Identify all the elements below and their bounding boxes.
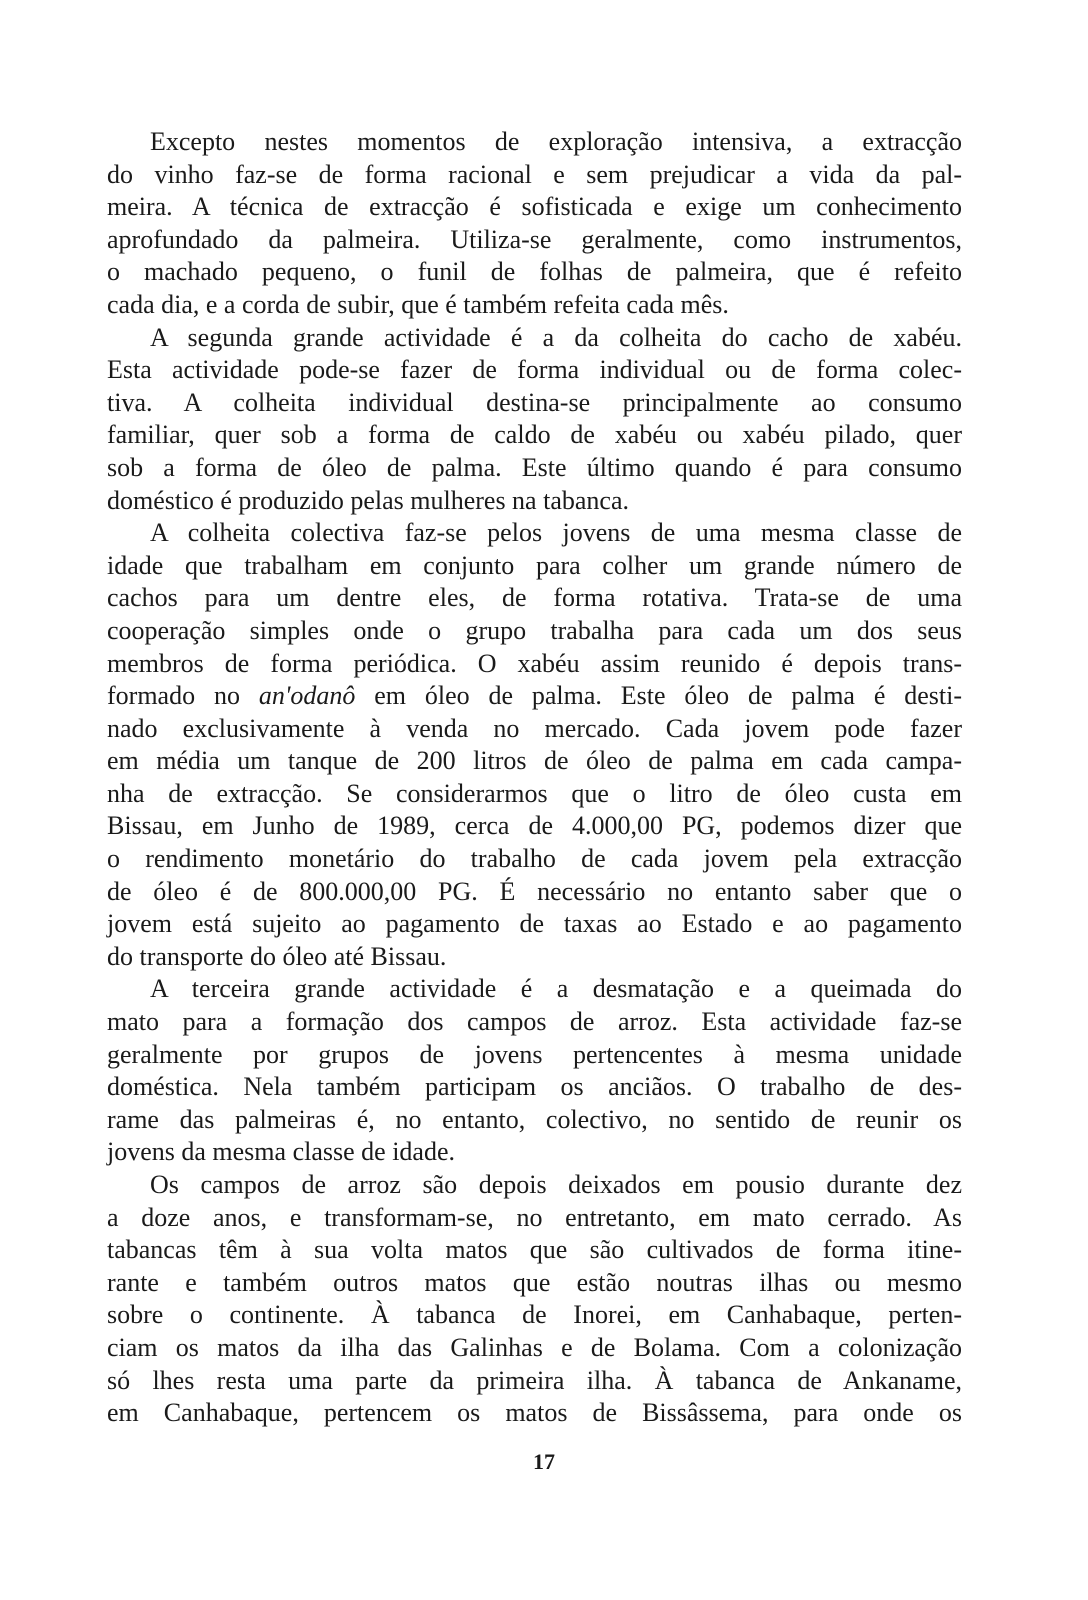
text-line: A segunda grande actividade é a da colheita do cacho de xabéu. [150,322,962,352]
text-line: geralmente por grupos de jovens pertencentes à mesma unidade [107,1039,962,1069]
text-line: tiva. A colheita individual destina-se principalmente ao consumo [107,387,962,417]
text-line: mato para a formação dos campos de arroz. Esta actividade faz-se [107,1007,962,1037]
text-line: doméstico é produzido pelas mulheres na tabanca. [107,485,629,515]
paragraph-3 [107,517,962,973]
text-line: meira. A técnica de extracção é sofisticada e exige um conhecimento [107,192,962,222]
text-line: cooperação simples onde o grupo trabalha para cada um dos seus [107,615,962,645]
text-line: sob a forma de óleo de palma. Este último quando é para consumo [107,452,962,482]
text-line: jovem está sujeito ao pagamento de taxas ao Estado e ao pagamento [107,909,962,939]
text-line: idade que trabalham em conjunto para colher um grande número de [107,550,962,580]
text-line: ciam os matos da ilha das Galinhas e de Bolama. Com a colonização [107,1332,962,1362]
text-line: o rendimento monetário do trabalho de cada jovem pela extracção [107,844,962,874]
text-line: Esta actividade pode-se fazer de forma individual ou de forma colec- [107,355,962,385]
text-line: familiar, quer sob a forma de caldo de xabéu ou xabéu pilado, quer [107,420,962,450]
text-line: de óleo é de 800.000,00 PG. É necessário no entanto saber que o [107,876,962,906]
text-line: sobre o continente. À tabanca de Inorei, em Canhabaque, perten- [107,1300,962,1330]
text-line: jovens da mesma classe de idade. [107,1137,455,1167]
text-line: do vinho faz-se de forma racional e sem prejudicar a vida da pal- [107,159,962,189]
text-line: nado exclusivamente à venda no mercado. Cada jovem pode fazer [107,713,962,743]
text-line: Excepto nestes momentos de exploração intensiva, a extracção [150,127,962,156]
text-line: do transporte do óleo até Bissau. [107,941,447,971]
paragraph-1 [107,126,962,322]
page-number: 17 [533,1449,555,1474]
text-line: aprofundado da palmeira. Utiliza-se geralmente, como instrumentos, [107,224,962,254]
text-line: em Canhabaque, pertencem os matos de Bissâssema, para onde os [107,1398,962,1428]
text-line: membros de forma periódica. O xabéu assim reunido é depois trans- [107,648,962,678]
body-text [107,126,962,1430]
text-line: A colheita colectiva faz-se pelos jovens de uma mesma classe de [150,518,962,548]
text-line: só lhes resta uma parte da primeira ilha. À tabanca de Ankaname, [107,1365,962,1395]
paragraph-4 [107,973,962,1169]
text-line: a doze anos, e transformam-se, no entretanto, em mato cerrado. As [107,1202,962,1232]
italic-term: an'odanô [258,681,356,711]
text-line: A terceira grande actividade é a desmatação e a queimada do [150,974,962,1004]
text-line: o machado pequeno, o funil de folhas de palmeira, que é refeito [107,257,962,287]
paragraph-2 [107,322,962,518]
text-line: em média um tanque de 200 litros de óleo de palma em cada campa- [107,746,962,776]
text-line: Bissau, em Junho de 1989, cerca de 4.000,00 PG, podemos dizer que [107,811,962,841]
text-line: rante e também outros matos que estão noutras ilhas ou mesmo [107,1267,962,1297]
text-line: rame das palmeiras é, no entanto, colectivo, no sentido de reunir os [107,1104,962,1134]
text-line-with-italic: formado no an'odanô em óleo de palma. Este óleo de palma é desti- [107,681,962,711]
text-line: Os campos de arroz são depois deixados em pousio durante dez [150,1170,962,1199]
text-line: cachos para um dentre eles, de forma rotativa. Trata-se de uma [107,583,962,613]
paragraph-5 [107,1169,962,1430]
text-line: doméstica. Nela também participam os anciãos. O trabalho de des- [107,1072,962,1102]
text-line: tabancas têm à sua volta matos que são cultivados de forma itine- [107,1235,962,1265]
text-line: cada dia, e a corda de subir, que é também refeita cada mês. [107,289,729,319]
text-line: nha de extracção. Se considerarmos que o litro de óleo custa em [107,778,962,808]
